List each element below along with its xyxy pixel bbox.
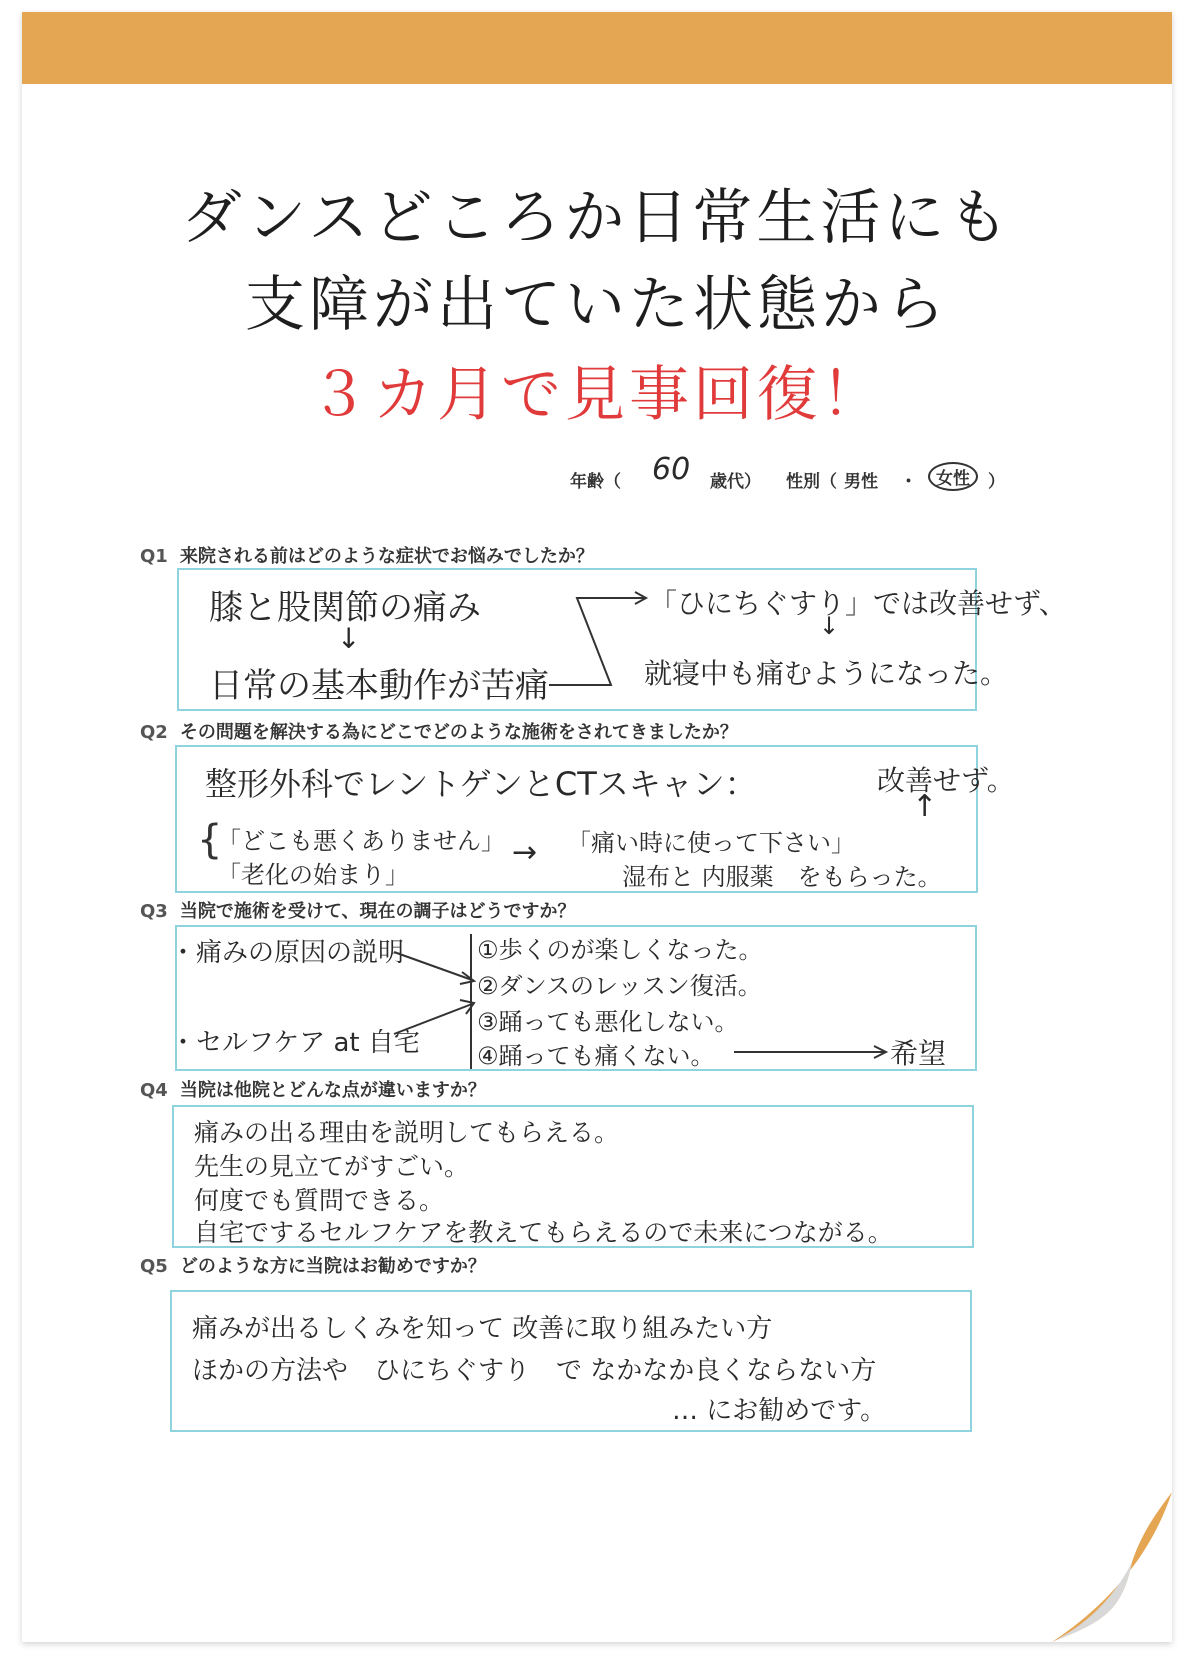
q3-answer-item1: ①歩くのが楽しくなった。 xyxy=(477,936,763,964)
headline-line-2: 支障が出ていた状態から xyxy=(245,270,949,340)
q4-answer-line3: 何度でも質問できる。 xyxy=(194,1186,445,1215)
q3-answer-left1: ・痛みの原因の説明 xyxy=(170,938,405,968)
age-suffix: 歳代） xyxy=(710,472,761,492)
q4-question: 当院は他院とどんな点が違いますか？ xyxy=(179,1080,486,1101)
q1-answer-line1: 膝と股関節の痛み xyxy=(209,588,481,628)
header-band xyxy=(22,12,1172,84)
q3-answer-left2: ・セルフケア at 自宅 xyxy=(170,1028,420,1058)
sex-female-circled: 女性 xyxy=(928,462,978,491)
q1-zigzag-arrow xyxy=(549,590,659,695)
q4-answer-line2: 先生の見立てがすごい。 xyxy=(194,1152,470,1181)
headline-line-3: ３カ月で見事回復！ xyxy=(309,360,885,430)
q2-answer-up-arrow: ↑ xyxy=(912,789,938,824)
q4-answer-box xyxy=(172,1105,974,1248)
q2-answer-box xyxy=(175,745,1015,893)
q3-question: 当院で施術を受けて、現在の調子はどうですか？ xyxy=(179,901,576,922)
q5-answer-line3: … にお勧めです。 xyxy=(672,1396,887,1426)
q1-heading xyxy=(140,542,594,568)
q4-heading xyxy=(140,1076,486,1102)
q3-answer-item3: ③踊っても悪化しない。 xyxy=(477,1008,739,1036)
q4-answer-line4: 自宅でするセルフケアを教えてもらえるので未来につながる。 xyxy=(194,1218,893,1247)
q2-answer-quote2: 「老化の始まり」 xyxy=(217,861,409,889)
q2-label: Q2 xyxy=(140,722,168,743)
q3-answer-hope: 希望 xyxy=(890,1037,947,1070)
q3-answer-item4: ④踊っても痛くない。 xyxy=(477,1042,715,1070)
page-curl xyxy=(1052,1492,1172,1642)
meta-close: ） xyxy=(988,472,1005,492)
q2-heading xyxy=(140,718,738,744)
q2-brace: { xyxy=(197,817,223,863)
age-label: 年齢（ xyxy=(570,472,621,492)
q2-answer-line1: 整形外科でレントゲンとCTスキャン： xyxy=(205,765,757,803)
q2-question: その問題を解決する為にどこでどのような施術をされてきましたか？ xyxy=(179,722,738,743)
q3-heading xyxy=(140,897,575,923)
headline-line-1: ダンスどころか日常生活にも xyxy=(181,183,1013,253)
q5-label: Q5 xyxy=(140,1256,168,1277)
q1-answer-right-arrow: ↓ xyxy=(819,612,840,640)
q2-answer-result: 改善せず。 xyxy=(877,764,1015,797)
q5-question: どのような方に当院はお勧めですか？ xyxy=(179,1256,486,1277)
q4-answer-line1: 痛みの出る理由を説明してもらえる。 xyxy=(194,1118,620,1147)
q1-answer-right1: 「ひにちぐすり」では改善せず、 xyxy=(649,587,1067,620)
q1-question: 来院される前はどのような症状でお悩みでしたか？ xyxy=(179,546,594,567)
q3-hope-arrow xyxy=(734,1042,894,1062)
q1-answer-arrow: ↓ xyxy=(337,622,361,655)
q2-answer-arrow: → xyxy=(512,835,538,870)
q5-answer-line1: 痛みが出るしくみを知って 改善に取り組みたい方 xyxy=(192,1314,773,1344)
sex-label: 性別（ xyxy=(786,472,837,492)
q5-answer-line2: ほかの方法や ひにちぐすり で なかなか良くならない方 xyxy=(192,1356,877,1386)
survey-page xyxy=(22,12,1172,1642)
q1-answer-box xyxy=(177,568,1067,711)
q3-answer-item2: ②ダンスのレッスン復活。 xyxy=(477,972,762,1000)
q2-answer-quote1: 「どこも悪くありません」 xyxy=(217,827,505,855)
q3-arrows xyxy=(392,942,482,1042)
sex-male: 男性 xyxy=(844,472,878,492)
q4-label: Q4 xyxy=(140,1080,168,1101)
sex-female xyxy=(928,462,978,491)
q1-answer-right2: 就寝中も痛むようになった。 xyxy=(644,657,1009,690)
q2-answer-right1: 「痛い時に使って下さい」 xyxy=(567,829,855,857)
q2-answer-right2: 湿布と 内服薬 をもらった。 xyxy=(622,863,942,891)
age-value: 60 xyxy=(652,452,691,487)
q3-label: Q3 xyxy=(140,901,168,922)
q5-heading xyxy=(140,1252,486,1278)
sex-separator: ・ xyxy=(900,472,917,492)
q1-label: Q1 xyxy=(140,546,168,567)
q3-list-bar xyxy=(470,934,472,1069)
q5-answer-box xyxy=(170,1290,972,1432)
q1-answer-line2: 日常の基本動作が苦痛 xyxy=(209,666,549,706)
